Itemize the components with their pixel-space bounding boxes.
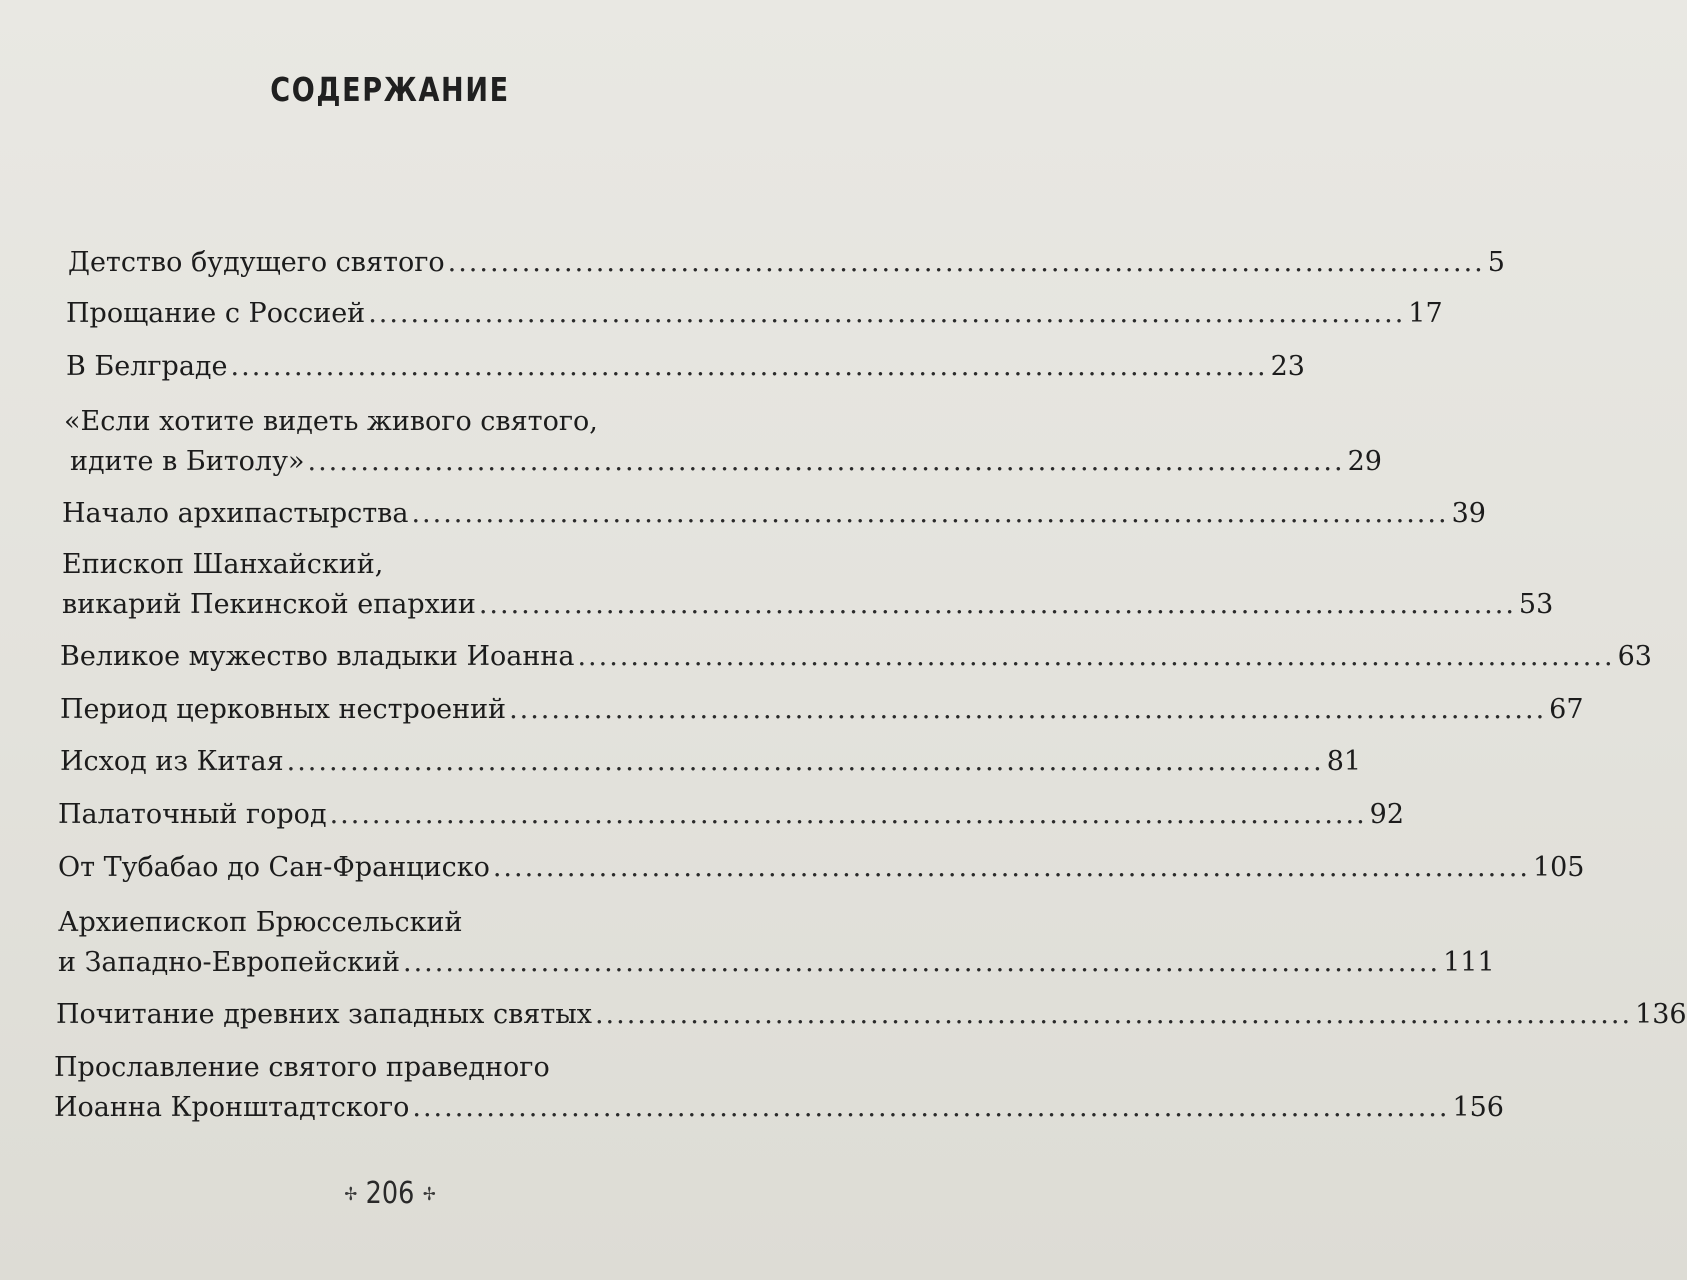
toc-entry-title: От Тубабао до Сан-Франциско xyxy=(58,852,490,883)
toc-entry-title: Исход из Китая xyxy=(60,746,284,777)
dot-leader: .................................................................................................. xyxy=(286,746,1324,777)
toc-entry xyxy=(66,347,1305,387)
dot-leader: .................................................................................................. xyxy=(368,298,1406,329)
toc-entry-page: 67 xyxy=(1549,694,1584,725)
dot-leader: .................................................................................................. xyxy=(447,247,1485,278)
toc-entry-line xyxy=(54,1088,1504,1128)
toc-entry-line xyxy=(60,637,1652,677)
toc-entry-line xyxy=(66,347,1305,387)
dot-leader: .................................................................................................. xyxy=(509,694,1547,725)
toc-entry-line: «Если хотите видеть живого святого, xyxy=(64,406,598,437)
toc-entry-line xyxy=(62,585,1554,625)
toc-entry xyxy=(56,995,1687,1035)
toc-entry-line xyxy=(64,442,1382,482)
dot-leader: .................................................................................................. xyxy=(478,589,1516,620)
toc-entry-title: Период церковных нестроений xyxy=(60,694,507,725)
toc-entry-title: Великое мужество владыки Иоанна xyxy=(60,641,575,672)
page-footer xyxy=(59,1176,722,1211)
toc-entry-title: В Белграде xyxy=(66,351,228,382)
dot-leader: .................................................................................................. xyxy=(329,799,1367,830)
toc-entry-line xyxy=(60,742,1362,782)
toc-entry-page: 92 xyxy=(1369,799,1405,830)
toc-entry-line: Прославление святого праведного xyxy=(54,1052,550,1083)
dot-leader: .................................................................................................. xyxy=(412,1092,1450,1123)
page-number: 206 xyxy=(365,1176,415,1211)
toc-entry xyxy=(64,402,1382,482)
toc-entry-page: 156 xyxy=(1452,1092,1504,1123)
toc-entry-title: Палаточный город xyxy=(58,799,327,830)
toc-entry-page: 63 xyxy=(1617,641,1652,672)
toc-entry-title: и Западно-Европейский xyxy=(58,947,400,978)
toc-entry-line xyxy=(58,795,1405,835)
toc-entry xyxy=(58,795,1405,835)
toc-entry-line xyxy=(66,294,1443,334)
toc-entry-title: Детство будущего святого xyxy=(68,247,445,278)
page-title: СОДЕРЖАНИЕ xyxy=(270,70,510,109)
toc-entry-page: 39 xyxy=(1451,498,1486,529)
toc-entry xyxy=(62,494,1486,534)
ornament-icon: ✢ xyxy=(344,1184,358,1205)
toc-entry-line xyxy=(58,943,1495,983)
toc-entry xyxy=(54,1048,1504,1128)
toc-entry xyxy=(62,545,1554,625)
dot-leader: .................................................................................................. xyxy=(594,999,1633,1030)
toc-entry-page: 81 xyxy=(1326,746,1362,777)
toc-entry-line xyxy=(68,243,1505,283)
toc-entry-page: 105 xyxy=(1532,852,1585,883)
toc-entry-line xyxy=(62,494,1486,534)
toc-entry xyxy=(60,637,1652,677)
toc-entry xyxy=(66,294,1443,334)
toc-entry-line: Епископ Шанхайский, xyxy=(62,549,384,580)
toc-entry-title: идите в Битолу» xyxy=(70,446,305,477)
toc-entry-page: 53 xyxy=(1518,589,1554,620)
toc-entry-line xyxy=(56,995,1687,1035)
ornament-icon: ✢ xyxy=(422,1184,436,1205)
toc-entry xyxy=(68,243,1505,283)
dot-leader: .................................................................................................. xyxy=(307,446,1345,477)
toc-entry-title: Иоанна Кронштадтского xyxy=(54,1092,410,1123)
dot-leader: .................................................................................................. xyxy=(492,852,1530,883)
dot-leader: .................................................................................................. xyxy=(403,947,1441,978)
toc-entry-page: 5 xyxy=(1487,247,1505,278)
toc-entry-title: Начало архипастырства xyxy=(62,498,409,529)
toc-entry-title: Почитание древних западных святых xyxy=(56,999,592,1030)
toc-entry xyxy=(58,848,1585,888)
toc-entry xyxy=(60,690,1584,730)
toc-entry-line xyxy=(58,848,1585,888)
toc-entry-page: 111 xyxy=(1443,947,1495,978)
toc-entry xyxy=(58,903,1495,983)
toc-entry-line: Архиепископ Брюссельский xyxy=(58,907,463,938)
toc-entry-title: викарий Пекинской епархии xyxy=(62,589,476,620)
toc-entry-line xyxy=(60,690,1584,730)
dot-leader: .................................................................................................. xyxy=(230,351,1268,382)
toc-entry-title: Прощание с Россией xyxy=(66,298,366,329)
toc-entry-page: 23 xyxy=(1270,351,1305,382)
toc-entry xyxy=(60,742,1362,782)
dot-leader: .................................................................................................. xyxy=(411,498,1449,529)
dot-leader: .................................................................................................. xyxy=(577,641,1615,672)
toc-entry-page: 136 xyxy=(1635,999,1687,1030)
toc-entry-page: 29 xyxy=(1347,446,1382,477)
toc-entry-page: 17 xyxy=(1408,298,1443,329)
